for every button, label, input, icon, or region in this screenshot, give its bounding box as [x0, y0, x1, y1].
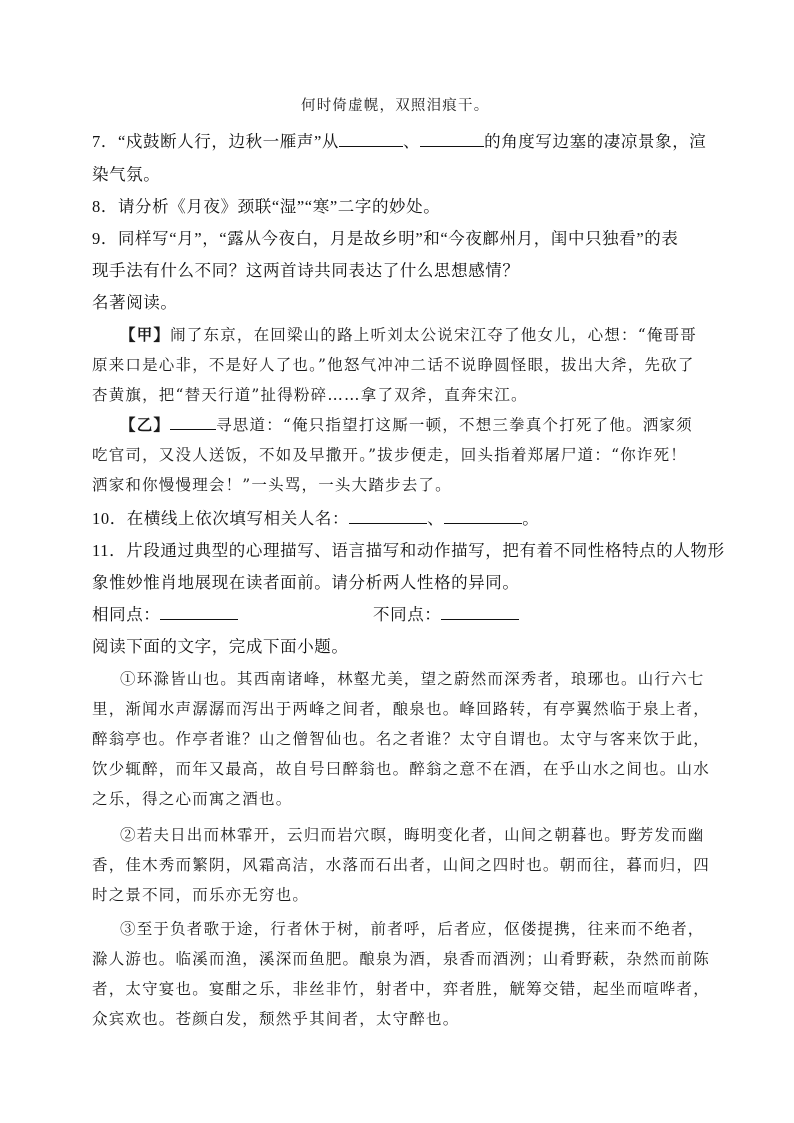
excerpt-jia-line-1	[120, 323, 697, 345]
passage-p3-line: ③至于负者歌于途，行者休于树，前者呼，后者应，伛偻提携，往来而不绝者，	[120, 920, 705, 938]
excerpt-yi-tag: 【乙】	[120, 415, 171, 434]
question-7-text-pre: 7．“戍鼓断人行，边秋一雁声”从	[92, 132, 339, 151]
passage-p1-line: ①环滁皆山也。其西南诸峰，林壑尤美，望之蔚然而深秀者，琅琊也。山行六七	[120, 670, 705, 688]
excerpt-yi-text: 寻思道：“俺只指望打这厮一顿，不想三拳真个打死了他。洒家须	[216, 416, 693, 434]
question-10-separator: 、	[427, 509, 445, 528]
passage-p2-line: 香，佳木秀而繁阴，风霜高洁，水落而石出者，山间之四时也。朝而往，暮而归，四	[92, 856, 710, 874]
answer-blank[interactable]	[339, 132, 403, 147]
excerpt-jia-line-2: 原来口是心非，不是好人了也。”他怒气冲冲二话不说睁圆怪眼，拔出大斧，先砍了	[92, 356, 695, 374]
reading-heading: 阅读下面的文字，完成下面小题。	[92, 637, 349, 656]
excerpt-jia-tag: 【甲】	[120, 325, 171, 344]
passage-p3-line: 滁人游也。临溪而渔，溪深而鱼肥。酿泉为酒，泉香而酒洌；山肴野蔌，杂然而前陈	[92, 950, 710, 968]
passage-p3-line: 众宾欢也。苍颜白发，颓然乎其间者，太守醉也。	[92, 1010, 460, 1028]
question-7	[92, 128, 706, 152]
diff-point-blank[interactable]	[441, 605, 519, 620]
question-10	[92, 505, 539, 529]
excerpt-yi-line-1	[120, 413, 693, 435]
question-9-line-2: 现手法有什么不同？这两首诗共同表达了什么思想感情？	[92, 261, 520, 280]
passage-p2-line: 时之景不同，而乐亦无穷也。	[92, 886, 310, 904]
excerpt-jia-text: 闹了东京，在回梁山的路上听刘太公说宋江夺了他女儿，心想：“俺哥哥	[170, 326, 697, 344]
answer-blank[interactable]	[170, 415, 216, 430]
question-11-answers	[92, 601, 238, 625]
question-11-line-1: 11．片段通过典型的心理描写、语言描写和动作描写，把有着不同性格特点的人物形	[92, 541, 725, 560]
question-7-separator: 、	[403, 132, 421, 151]
diff-point-label: 不同点：	[373, 605, 442, 624]
excerpt-jia-line-3: 杏黄旗，把“替天行道”扯得粉碎……拿了双斧，直奔宋江。	[92, 386, 528, 404]
question-10-end: 。	[522, 509, 540, 528]
answer-blank[interactable]	[444, 509, 522, 524]
answer-blank[interactable]	[349, 509, 427, 524]
passage-p1-line: 之乐，得之心而寓之酒也。	[92, 790, 293, 808]
poem-last-line: 何时倚虚幌，双照泪痕干。	[301, 98, 490, 114]
section-heading-classics: 名著阅读。	[92, 293, 178, 312]
question-8: 8．请分析《月夜》颈联“湿”“寒”二字的妙处。	[92, 197, 441, 216]
passage-p1-line: 饮少辄醉，而年又最高，故自号曰醉翁也。醉翁之意不在酒，在乎山水之间也。山水	[92, 760, 710, 778]
passage-p1-line: 里，渐闻水声潺潺而泻出于两峰之间者，酿泉也。峰回路转，有亭翼然临于泉上者，	[92, 700, 710, 718]
question-10-text: 10．在横线上依次填写相关人名：	[92, 509, 350, 528]
same-point-blank[interactable]	[160, 605, 238, 620]
excerpt-yi-line-3: 洒家和你慢慢理会！”一头骂，一头大踏步去了。	[92, 476, 452, 494]
excerpt-yi-line-2: 吃官司，又没人送饭，不如及早撒开。”拔步便走，回头指着郑屠尸道：“你诈死！	[92, 446, 688, 464]
same-point-label: 相同点：	[92, 605, 161, 624]
question-9-line-1: 9．同样写“月”，“露从今夜白，月是故乡明”和“今夜鄜州月，闺中只独看”的表	[92, 229, 679, 248]
passage-p2-line: ②若夫日出而林霏开，云归而岩穴暝，晦明变化者，山间之朝暮也。野芳发而幽	[120, 826, 705, 844]
answer-blank[interactable]	[420, 132, 484, 147]
question-11-diff	[373, 601, 519, 625]
question-7-text-post: 的角度写边塞的凄凉景象，渲	[484, 132, 707, 151]
question-11-line-2: 象惟妙惟肖地展现在读者面前。请分析两人性格的异同。	[92, 573, 520, 592]
passage-p3-line: 者，太守宴也。宴酣之乐，非丝非竹，射者中，弈者胜，觥筹交错，起坐而喧哗者，	[92, 980, 710, 998]
question-7-continued: 染气氛。	[92, 165, 161, 184]
passage-p1-line: 醉翁亭也。作亭者谁？山之僧智仙也。名之者谁？太守自谓也。太守与客来饮于此，	[92, 730, 710, 748]
